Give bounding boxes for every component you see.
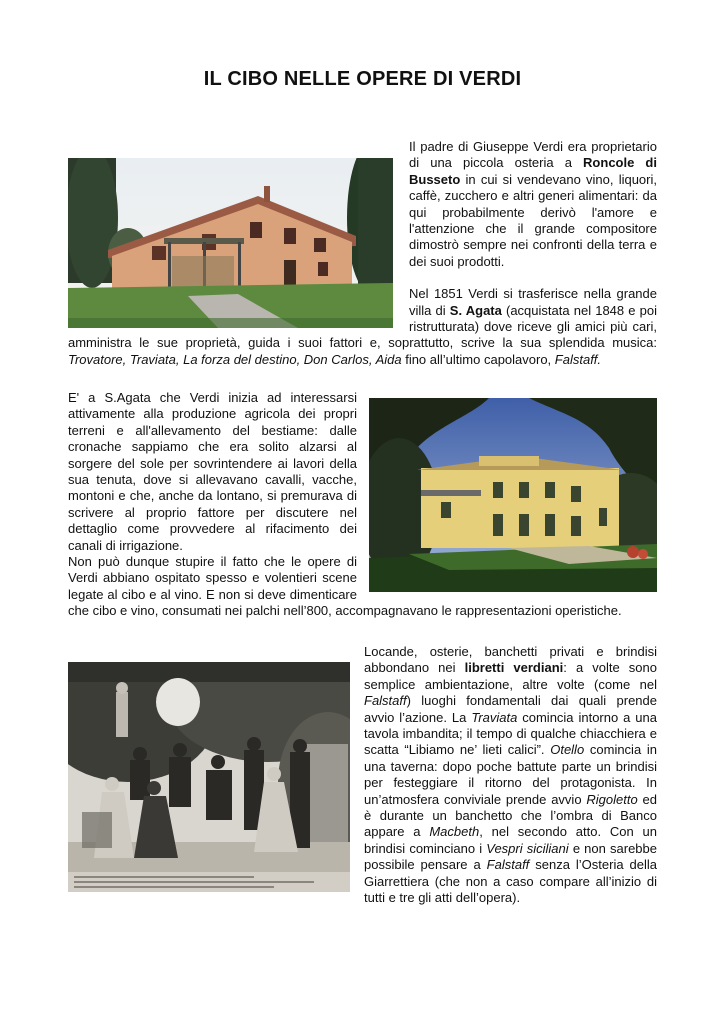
libretti-text-2: : a volte sono semplice ambientazione, altre volte (come nel <box>364 660 657 692</box>
opera-rigoletto: Rigoletto <box>586 791 638 807</box>
agriculture-paragraph: E' a S.Agata che Verdi inizia ad interessarsi attivamente alla produzione agricola dei propri terreni e all'allevamento del bestiame: dalle cronache sappiamo che era solito alzarsi al sorgere del sole per sovrintendere ai lavori della sua tenuta, dove si allevavano cavalli, vacche, montoni e che, anche da lontano, si premurava di scrivere al proprio fattore per discutere nel dettaglio come provvedere al rifacimento dei canali di irrigazione. <box>68 390 357 553</box>
page-title: IL CIBO NELLE OPERE DI VERDI <box>203 68 522 90</box>
libretti-verdiani: libretti verdiani <box>464 660 564 676</box>
photo-villa-sant-agata <box>369 398 657 592</box>
opera-list: Trovatore, Traviata, La forza del destino, Don Carlos, Aida <box>68 351 402 367</box>
libretti-text-6: ed è durante un banchetto che l’ombra di Banco appare a <box>364 791 657 840</box>
libretti-text-8: e non sarebbe possibile pensare a <box>364 840 657 873</box>
libretti-text-4: comincia intorno a una tavola imbandita; il tempo di qualche chiacchiera e scatta “Libiamo ne’ lieti calici”. <box>364 709 658 758</box>
libretti-text-7: , nel secondo atto. Con un brindisi cominciano i <box>364 824 657 856</box>
section-libretti <box>68 644 657 907</box>
section-roncole <box>68 139 657 368</box>
house-illustration <box>68 158 393 328</box>
photo-birthplace-house <box>68 158 393 328</box>
agata-text-2: (acquistata nel 1848 e poi ristrutturata) dove riceve gli amici più cari, amministra le sue proprietà, guida i suoi fattori e, soprattutto, scrive la sua splendida musica: <box>68 302 657 351</box>
agata-text-3: fino all’ultimo capolavoro, <box>401 351 555 367</box>
agata-text-1: Nel 1851 Verdi si trasferisce nella grande villa di <box>409 286 657 318</box>
place-roncole: Roncole di Busseto <box>409 155 657 187</box>
opera-otello: Otello <box>550 742 585 758</box>
intro-text-2: in cui si vendevano vino, liquori, caffè, zucchero e altri generi alimentari: da qui probabilmente derivò l'amore e l'attenzione che il grande compositore dimostrò sempre nei confronti della terra e dei suoi prodotti. <box>409 171 657 269</box>
opera-vespri: Vespri siciliani <box>486 840 569 856</box>
opera-macbeth: Macbeth <box>429 824 480 840</box>
libretti-text-5: comincia in una taverna: dopo poche battute parte un brindisi per festeggiare il ritorno del protagonista. In un’atmosfera conviviale prende avvio <box>364 742 657 807</box>
opera-falstaff-2: Falstaff <box>486 857 530 873</box>
libretti-text-3: ) luoghi fondamentali dai quali prende avvio l’azione. La <box>364 693 657 725</box>
opera-falstaff: Falstaff. <box>554 351 602 367</box>
place-sant-agata: S. Agata <box>449 302 502 318</box>
libretti-text-1: Locande, osterie, banchetti privati e brindisi abbondano nei <box>364 644 657 676</box>
opera-traviata: Traviata <box>471 709 518 725</box>
photo-group-vintage <box>68 662 350 892</box>
intro-text-1: Il padre di Giuseppe Verdi era proprietario di una piccola osteria a <box>409 139 657 171</box>
section-villa <box>68 390 657 620</box>
opera-food-paragraph: Non può dunque stupire il fatto che le opere di Verdi abbiano ospitato spesso e volentieri scene legate al cibo e al vino. E non si deve dimenticare che cibo e vino, consumati nei palchi nell’800, accompagnavano le rappresentazioni operistiche. <box>68 554 622 619</box>
libretti-text-9: senza l’Osteria della Giarrettiera (che non a caso compare all’inizio di tutti e tre gli atti dell’opera). <box>364 857 657 906</box>
villa-illustration <box>369 398 657 592</box>
opera-falstaff-1: Falstaff <box>364 693 407 709</box>
group-photo-illustration <box>68 662 350 892</box>
